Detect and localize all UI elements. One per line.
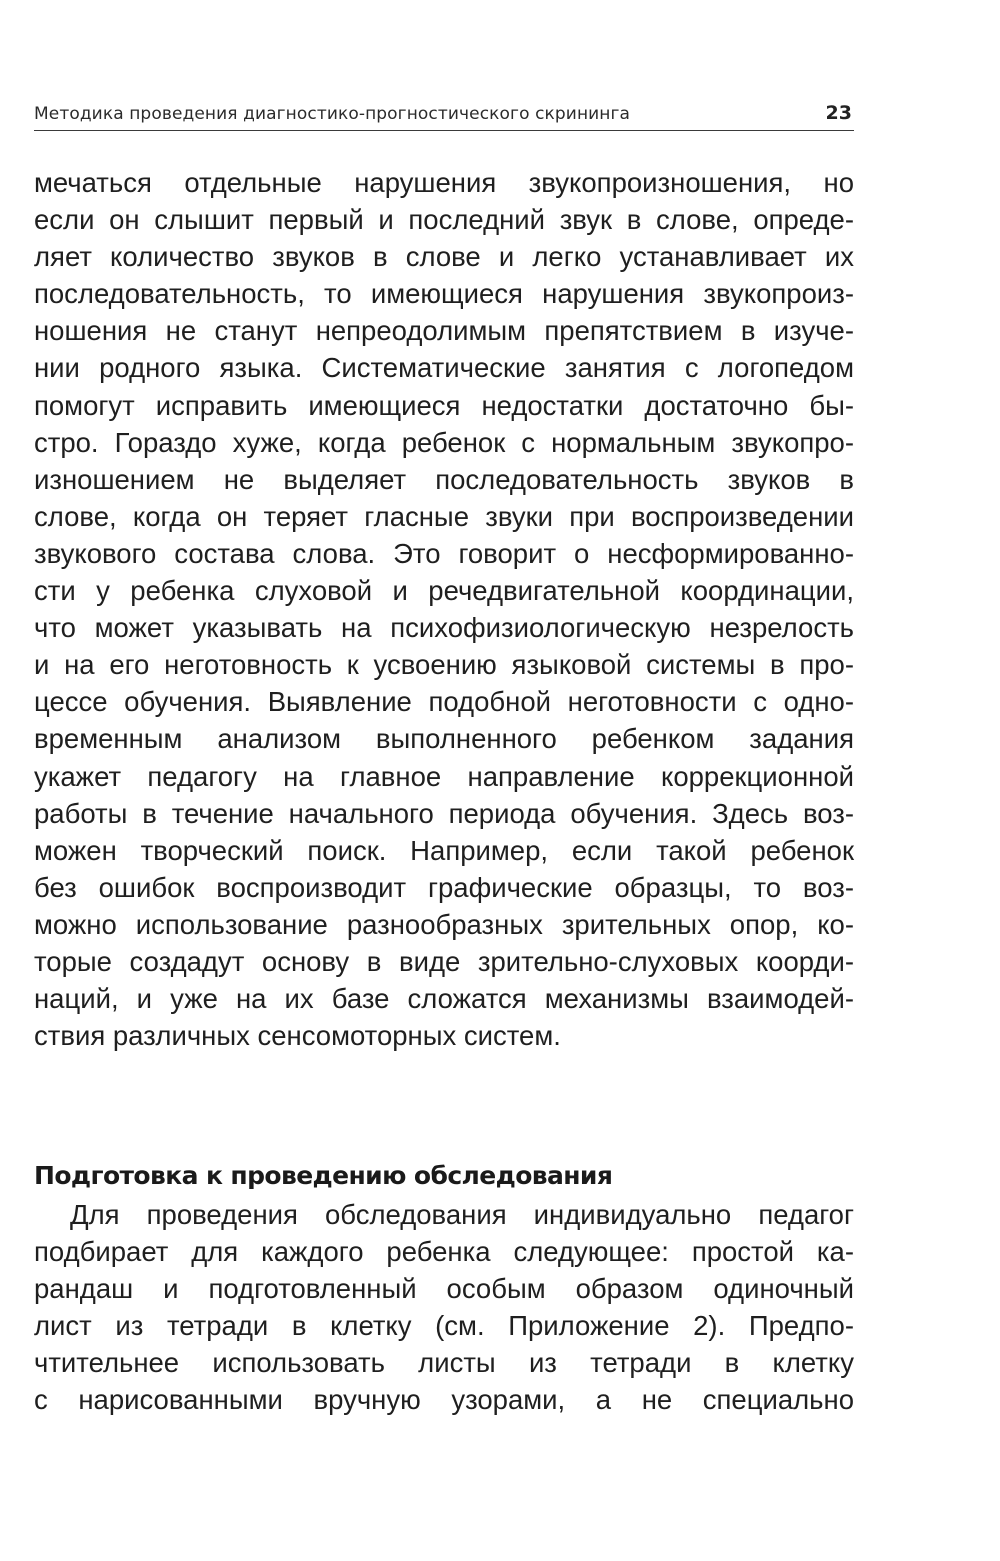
text-line: изношением не выделяет последовательность звуков в (34, 463, 854, 495)
text-line: с нарисованными вручную узорами, а не специально (34, 1384, 854, 1416)
text-line: и на его неготовность к усвоению языковой системы в про- (34, 649, 854, 681)
text-line: подбирает для каждого ребенка следующее: простой ка- (34, 1236, 854, 1268)
text-line: чтительнее использовать листы из тетради в клетку (34, 1347, 854, 1379)
book-page (34, 0, 854, 1561)
section-paragraph (34, 1196, 854, 1419)
text-line: работы в течение начального периода обучения. Здесь воз- (34, 797, 854, 829)
text-line: ляет количество звуков в слове и легко устанавливает их (34, 241, 854, 273)
body-paragraph (34, 164, 854, 1054)
text-line: временным анализом выполненного ребенком задания (34, 723, 854, 755)
text-line: помогут исправить имеющиеся недостатки достаточно бы- (34, 389, 854, 421)
text-line: рандаш и подготовленный особым образом одиночный (34, 1273, 854, 1305)
text-line: слове, когда он теряет гласные звуки при воспроизведении (34, 500, 854, 532)
text-line: что может указывать на психофизиологическую незрелость (34, 612, 854, 644)
text-line: последовательность, то имеющиеся нарушения звукопроиз- (34, 278, 854, 310)
text-line: сти у ребенка слуховой и речедвигательной координации, (34, 575, 854, 607)
page-number: 23 (825, 102, 852, 124)
text-line: укажет педагогу на главное направление коррекционной (34, 760, 854, 792)
text-line: звукового состава слова. Это говорит о несформированно- (34, 537, 854, 569)
running-header (34, 104, 854, 131)
text-line: можен творческий поиск. Например, если такой ребенок (34, 834, 854, 866)
text-line: ствия различных сенсомоторных систем. (34, 1020, 561, 1052)
text-line: цессе обучения. Выявление подобной неготовности с одно- (34, 686, 854, 718)
text-line: лист из тетради в клетку (см. Приложение 2). Предпо- (34, 1310, 854, 1342)
running-title: Методика проведения диагностико-прогностического скрининга (34, 104, 631, 124)
text-line: мечаться отдельные нарушения звукопроизношения, но (34, 167, 854, 198)
text-line: нии родного языка. Систематические занятия с логопедом (34, 352, 854, 384)
text-line: торые создадут основу в виде зрительно-слуховых коорди- (34, 945, 854, 977)
text-line: стро. Гораздо хуже, когда ребенок с нормальным звукопро- (34, 426, 854, 458)
section-heading: Подготовка к проведению обследования (34, 1161, 613, 1190)
section-preparation (34, 1158, 854, 1419)
text-line: если он слышит первый и последний звук в слове, опреде- (34, 204, 854, 236)
text-line: Для проведения обследования индивидуально педагог (70, 1199, 854, 1230)
text-line: ношения не станут непреодолимым препятствием в изуче- (34, 315, 854, 347)
text-line: без ошибок воспроизводит графические образцы, то воз- (34, 871, 854, 903)
text-line: наций, и уже на их базе сложатся механизмы взаимодей- (34, 983, 854, 1015)
text-line: можно использование разнообразных зрительных опор, ко- (34, 908, 854, 940)
